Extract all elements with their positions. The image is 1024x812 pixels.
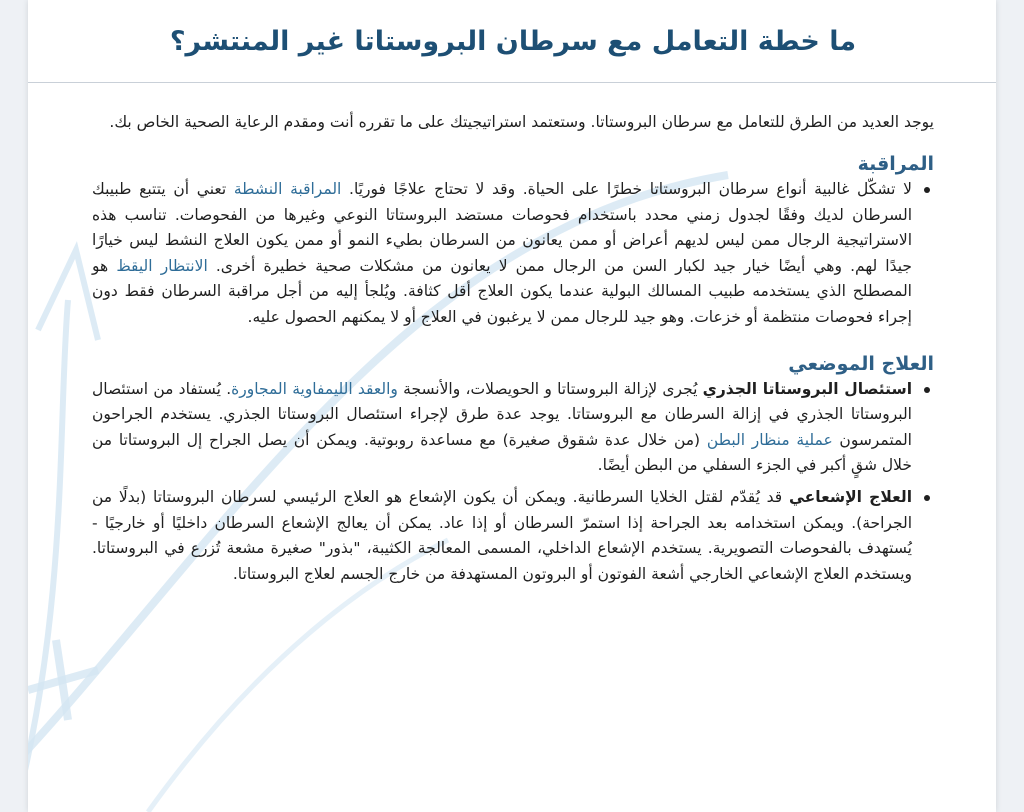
section-heading-local-treatment: العلاج الموضعي: [788, 352, 934, 375]
list-item-active-surveillance: [92, 177, 934, 331]
list-item-radiation-therapy: [92, 485, 934, 587]
item-text: يُجرى لإزالة البروستاتا و الحويصلات، والأنسجة: [397, 379, 703, 398]
active-surveillance-link[interactable]: المراقبة النشطة: [233, 180, 342, 198]
page-title: ما خطة التعامل مع سرطان البروستاتا غير المنتشر؟: [169, 25, 857, 57]
item-text: . يُستفاد من استئصال البروستاتا الجذري في إزالة السرطان مع البروستاتا. يوجد عدة طرق لإجراء استئصال البروستاتا الجذري. يستخدم الجراحون المتمرسون: [92, 379, 912, 449]
item-text: لا تشكّل غالبية أنواع سرطان البروستاتا خطرًا على الحياة. وقد لا تحتاج علاجًا فوريًا.: [341, 180, 913, 198]
item-text: (من خلال عدة شقوق صغيرة) مع مساعدة روبوتية. ويمكن أن يصل الجراح إل البروستاتا من خلال شقٍ أكبر في الجزء السفلي من البطن أيضًا.: [92, 430, 912, 475]
watchful-waiting-link[interactable]: الانتظار اليقظ: [116, 256, 208, 275]
local-treatment-list: [92, 377, 934, 588]
laparoscopy-link[interactable]: عملية منظار البطن: [706, 430, 833, 449]
lymph-nodes-link[interactable]: والعقد الليمفاوية المجاورة: [231, 379, 398, 398]
list-item-radical-prostatectomy: [92, 377, 934, 479]
item-text: تعني أن يتتبع طبيبك السرطان لديك وفقًا لجدول زمني محدد باستخدام فحوصات مستضد البروستاتا النوعي وغيرها من الفحوصات. تناسب هذه الاستراتيجية الرجال ممن ليس لديهم أعراض أو ممن يعانون من السرطان بطيء النمو أو ممن يكون العلاج النشط ليس خيارًا جيدًا لهم. وهي أيضًا خيار جيد لكبار السن من الرجال ممن لا يعانون من مشكلات صحية خطيرة أخرى.: [92, 180, 912, 275]
item-text: قد يُقدّم لقتل الخلايا السرطانية. ويمكن أن يكون الإشعاع هو العلاج الرئيسي لسرطان البروستاتا (بدلًا من الجراحة). ويمكن استخدامه بعد الجراحة إذا استمرّ السرطان أو إذا عاد. يمكن أن يعالج الإشعاع السرطان داخليًا أو خارجيًا - يُستهدف بالفحوصات التصويرية. يستخدم الإشعاع الداخلي، المسمى المعالجة الكثيبة، "بذور" صغيرة مشعة تُزرع في البروستاتا. ويستخدم العلاج الإشعاعي الخارجي أشعة الفوتون أو البروتون المستهدفة من خارج الجسم لعلاج البروستاتا.: [92, 487, 912, 583]
title-divider: [28, 82, 996, 83]
document-page: [28, 0, 996, 812]
intro-paragraph: يوجد العديد من الطرق للتعامل مع سرطان البروستاتا. وستعتمد استراتيجيتك على ما تقرره أنت ومقدم الرعاية الصحية الخاص بك.: [109, 113, 934, 131]
item-term: العلاج الإشعاعي: [789, 487, 913, 506]
monitoring-list: [92, 177, 934, 331]
section-heading-monitoring: المراقبة: [857, 153, 934, 175]
item-text: هو المصطلح الذي يستخدمه طبيب المسالك البولية عندما يكون العلاج أقل كثافة. ويُلجأ إليه من أجل مراقبة السرطان فقط دون إجراء فحوصات منتظمة أو خزعات. وهو جيد للرجال ممن لا يرغبون في العلاج أو لا يمكنهم الحصول عليه.: [92, 256, 912, 326]
item-term: استئصال البروستاتا الجذري: [702, 379, 913, 398]
